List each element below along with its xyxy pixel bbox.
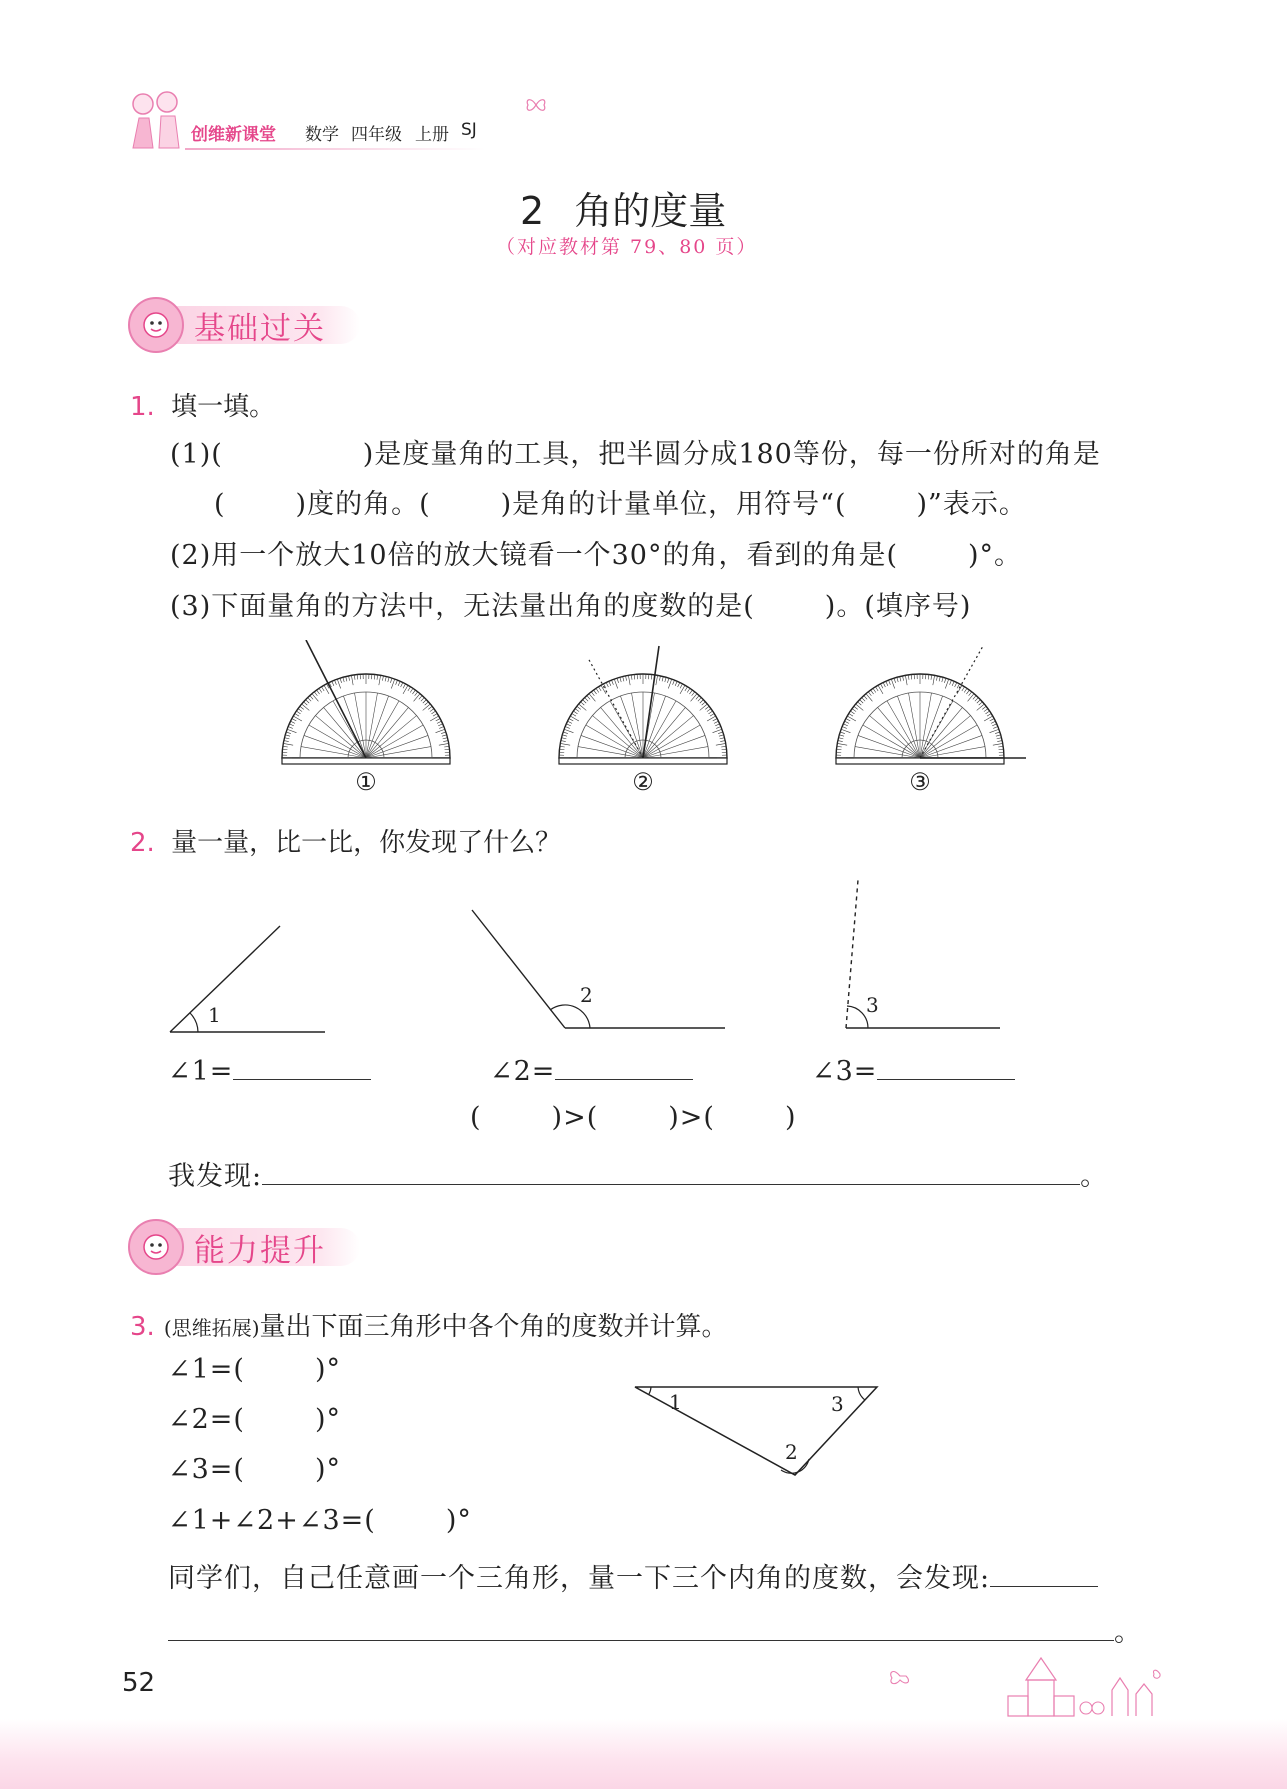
- q2-header: [130, 822, 561, 859]
- section-advanced: [128, 1224, 360, 1270]
- section-label: 基础过关: [168, 306, 360, 344]
- mascot-icon-2: [128, 1219, 184, 1275]
- q1-header: [130, 386, 275, 423]
- q2-compare-open: (: [470, 1102, 482, 1133]
- q1-part1-line1: [170, 432, 1101, 471]
- q3-conclusion: [168, 1556, 1098, 1595]
- title-number: 2: [520, 189, 545, 233]
- q2-answer1-label: ∠1=: [168, 1056, 234, 1087]
- q1-p1-text4: )”表示。: [916, 489, 1027, 520]
- section-basic: [128, 302, 360, 348]
- q3-angle2: [168, 1404, 341, 1435]
- protractor-base: [836, 758, 1004, 764]
- q3-conclusion-end: 。: [1114, 1617, 1142, 1648]
- brand-name: 创维新课堂: [191, 125, 276, 145]
- triangle-label-1: 1: [669, 1390, 682, 1414]
- q1-p2-text: (2)用一个放大10倍的放大镜看一个30°的角，看到的角是(: [170, 540, 898, 571]
- q2-compare-close: ): [784, 1102, 797, 1133]
- castle-illustration-icon: [880, 1650, 1180, 1720]
- protractor-1: [282, 640, 450, 764]
- q3-a3-label: ∠3=(: [168, 1454, 245, 1485]
- page-title: [520, 180, 726, 235]
- q3-conclusion-text: 同学们，自己任意画一个三角形，量一下三个内角的度数，会发现:: [168, 1563, 991, 1594]
- q1-number: 1.: [130, 392, 155, 422]
- q1-p1-open2: (: [214, 489, 226, 520]
- butterfly-icon: [525, 97, 547, 113]
- title-reference: （对应教材第 79、80 页）: [496, 236, 758, 258]
- q2-answer-3: [812, 1056, 1015, 1087]
- triangle-label-2: 2: [785, 1440, 798, 1464]
- q3-a3-close: )°: [314, 1454, 342, 1485]
- q3-a2-close: )°: [314, 1404, 342, 1435]
- header: [125, 88, 485, 156]
- q2-answer2-label: ∠2=: [490, 1056, 556, 1087]
- q3-prompt: 量出下面三角形中各个角的度数并计算。: [259, 1312, 728, 1342]
- q2-discover: [168, 1154, 1108, 1193]
- q1-prompt: 填一填。: [171, 392, 276, 422]
- angle-2-label: 2: [580, 983, 593, 1007]
- protractor-2: [559, 646, 727, 764]
- q2-compare-gt1: )>(: [551, 1102, 599, 1133]
- angle-3-label: 3: [866, 993, 879, 1017]
- q2-answer3-blank[interactable]: [877, 1079, 1015, 1080]
- q1-part3: [170, 584, 971, 623]
- header-divider: [185, 148, 485, 150]
- q3-a1-close: )°: [314, 1354, 342, 1385]
- protractor-base: [282, 758, 450, 764]
- q3-sum-label: ∠1+∠2+∠3=(: [168, 1505, 376, 1536]
- q2-answer2-blank[interactable]: [555, 1079, 693, 1080]
- q1-p1-text: )是度量角的工具，把半圆分成180等份，每一份所对的角是: [362, 439, 1101, 470]
- header-edition: SJ: [461, 120, 477, 140]
- protractor-base: [559, 758, 727, 764]
- q1-p3-close: )。(填序号): [824, 591, 972, 622]
- protractor-label-2: ②: [632, 768, 654, 796]
- q2-number: 2.: [130, 828, 155, 858]
- q1-p1-text2: )度的角。(: [295, 489, 431, 520]
- protractor-figures: [260, 640, 1040, 800]
- q2-prompt: 量一量，比一比，你发现了什么？: [171, 828, 562, 858]
- q1-p1-open: (1)(: [170, 439, 223, 470]
- triangle-label-3: 3: [831, 1392, 844, 1416]
- q3-a1-label: ∠1=(: [168, 1354, 245, 1385]
- header-grade: 四年级: [351, 125, 402, 145]
- header-subject: 数学: [305, 125, 339, 145]
- q3-number: 3.: [130, 1312, 155, 1342]
- q2-answer-2: [490, 1056, 693, 1087]
- page-number: 52: [122, 1668, 156, 1698]
- q3-angle3: [168, 1454, 341, 1485]
- q3-tag: (思维拓展): [163, 1316, 260, 1340]
- kids-illustration-icon: [125, 88, 189, 154]
- protractor-label-3: ③: [909, 768, 931, 796]
- title-text: 角的度量: [574, 189, 727, 233]
- angle-2: [472, 910, 725, 1028]
- q2-angles: [150, 870, 1050, 1040]
- q3-a2-label: ∠2=(: [168, 1404, 245, 1435]
- q3-conclusion-blank2[interactable]: [168, 1640, 1114, 1641]
- q1-p3-text: (3)下面量角的方法中，无法量出角的度数的是(: [170, 591, 755, 622]
- angle-1: [170, 926, 325, 1032]
- q3-conclusion-blank1[interactable]: [990, 1586, 1098, 1587]
- q1-p1-text3: )是角的计量单位，用符号“(: [500, 489, 847, 520]
- q1-p2-close: )°。: [968, 540, 1023, 571]
- mascot-icon: [128, 297, 184, 353]
- q3-conclusion-line2: [168, 1610, 1142, 1649]
- q1-part2: [170, 533, 1022, 572]
- q2-answer1-blank[interactable]: [233, 1079, 371, 1080]
- angle-1-label: 1: [208, 1003, 221, 1027]
- q2-answer-1: [168, 1056, 371, 1087]
- q2-compare-gt2: )>(: [668, 1102, 715, 1133]
- footer-band: [0, 1719, 1287, 1789]
- q2-compare: [470, 1102, 797, 1133]
- q3-header: [130, 1306, 728, 1343]
- q1-part1-line2: [214, 482, 1027, 521]
- protractor-label-1: ①: [355, 768, 377, 796]
- q3-angle1: [168, 1354, 341, 1385]
- header-volume: 上册: [415, 125, 449, 145]
- angle-3: [846, 880, 1000, 1028]
- q2-discover-end: 。: [1080, 1161, 1109, 1192]
- protractor-3: [836, 646, 1026, 764]
- q2-discover-label: 我发现:: [168, 1161, 263, 1192]
- q3-sum: [168, 1505, 472, 1536]
- q3-triangle: [625, 1375, 885, 1490]
- q2-answer3-label: ∠3=: [812, 1056, 878, 1087]
- section2-label: 能力提升: [168, 1228, 360, 1266]
- q2-discover-blank[interactable]: [262, 1184, 1080, 1185]
- q3-sum-close: )°: [445, 1505, 472, 1536]
